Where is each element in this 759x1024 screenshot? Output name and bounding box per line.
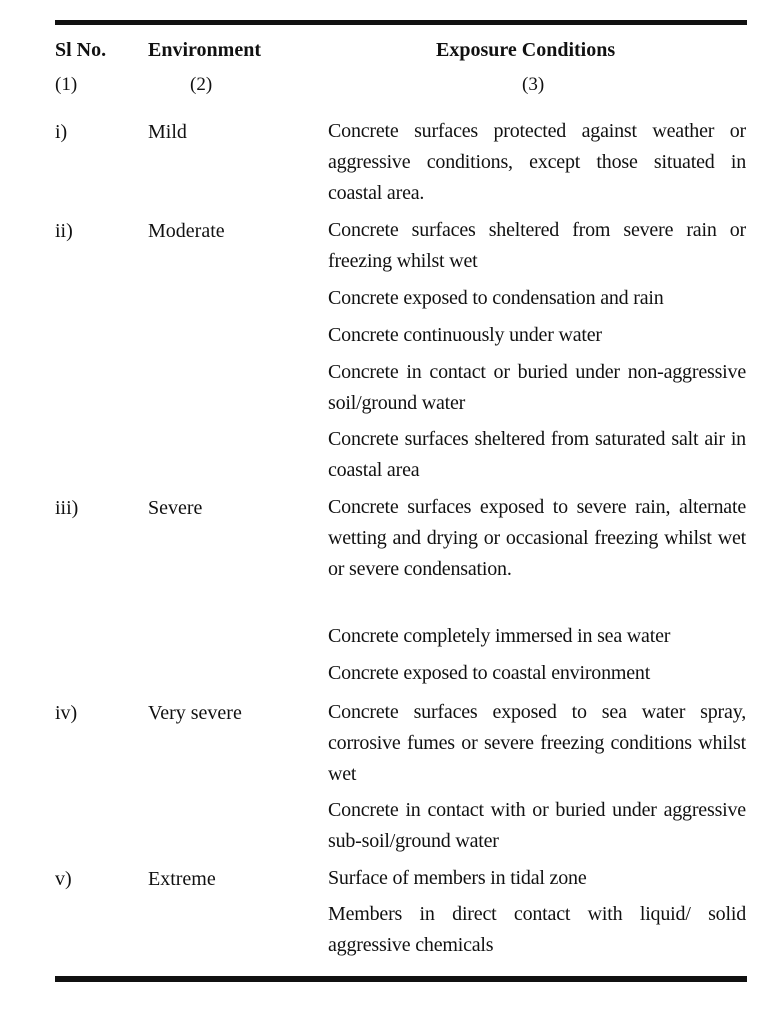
table-top-rule [55, 20, 747, 25]
row-4-environment: Very severe [148, 702, 242, 724]
row-2-environment: Moderate [148, 220, 225, 242]
row-2-condition-2: Concrete exposed to condensation and rain [328, 287, 664, 309]
row-5-sl-no: v) [55, 868, 72, 890]
header-sl-no: Sl No. [55, 39, 107, 61]
row-2-condition-5: Concrete surfaces sheltered from saturated salt air in coastal area [328, 428, 746, 481]
table-bottom-rule [55, 976, 747, 982]
row-4-condition-1: Concrete surfaces exposed to sea water spray, corrosive fumes or severe freezing conditions whilst wet [328, 701, 746, 785]
row-4-condition-2: Concrete in contact with or buried under aggressive sub-soil/ground water [328, 799, 746, 852]
row-2-sl-no: ii) [55, 220, 73, 242]
row-5-environment: Extreme [148, 868, 216, 890]
column-number-2: (2) [190, 74, 213, 95]
row-5-condition-1: Surface of members in tidal zone [328, 867, 587, 889]
row-2-condition-1: Concrete surfaces sheltered from severe rain or freezing whilst wet [328, 219, 746, 272]
row-2-condition-4: Concrete in contact or buried under non-aggressive soil/ground water [328, 361, 746, 414]
column-number-1: (1) [55, 74, 78, 95]
row-3-condition-1: Concrete surfaces exposed to severe rain, alternate wetting and drying or occasional freezing whilst wet or severe condensation. [328, 496, 746, 580]
row-3-environment: Severe [148, 497, 203, 519]
row-1-sl-no: i) [55, 121, 68, 143]
row-3-sl-no: iii) [55, 497, 79, 519]
column-number-3: (3) [522, 74, 545, 95]
row-3-condition-3: Concrete exposed to coastal environment [328, 662, 651, 684]
row-3-condition-2: Concrete completely immersed in sea water [328, 625, 671, 647]
row-2-condition-3: Concrete continuously under water [328, 324, 602, 346]
row-1-environment: Mild [148, 121, 187, 143]
row-5-condition-2: Members in direct contact with liquid/ solid aggressive chemicals [328, 903, 746, 956]
row-4-sl-no: iv) [55, 702, 78, 724]
header-exposure-conditions: Exposure Conditions [436, 39, 616, 61]
row-1-condition-1: Concrete surfaces protected against weather or aggressive conditions, except those situated in coastal area. [328, 120, 746, 204]
header-environment: Environment [148, 39, 261, 61]
